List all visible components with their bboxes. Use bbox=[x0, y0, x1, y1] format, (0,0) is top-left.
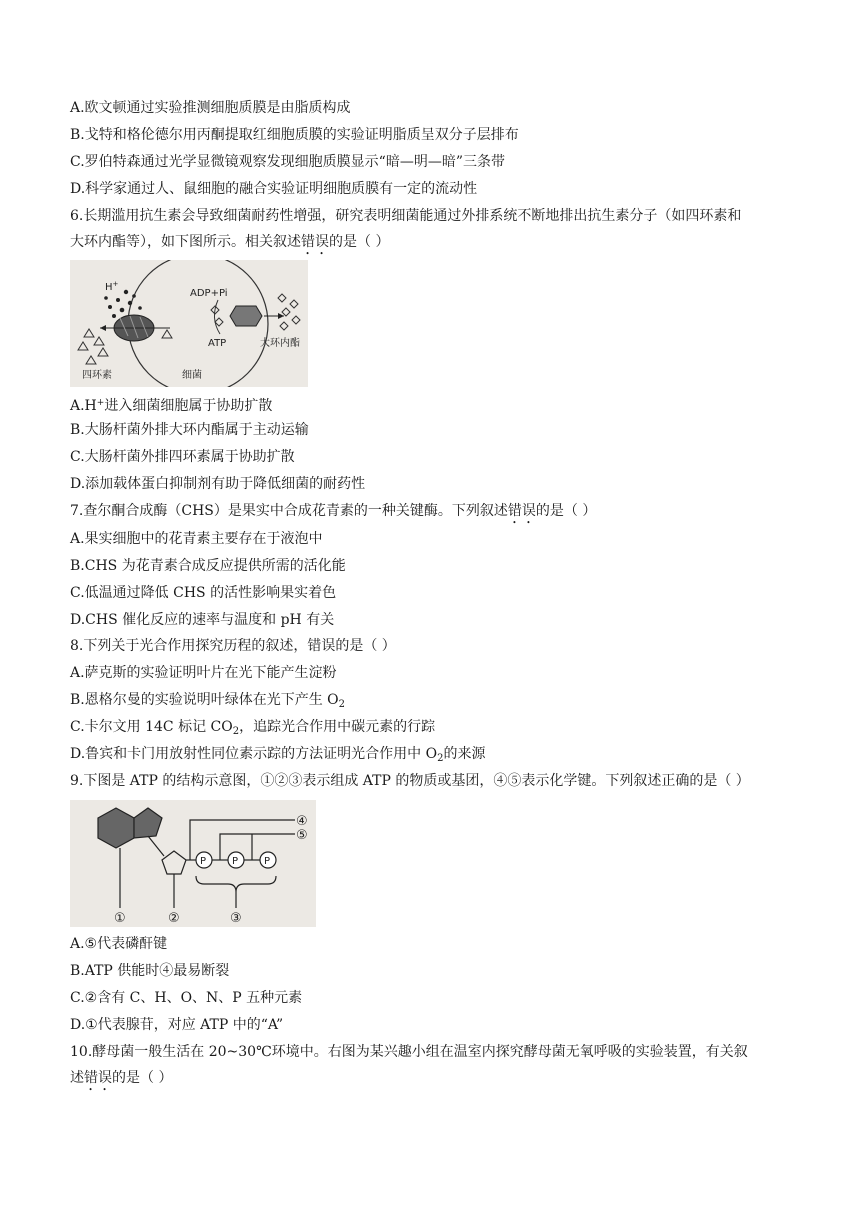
q7-option-b: B.CHS 为花青素合成反应提供所需的活化能 bbox=[70, 558, 346, 574]
q6-option-b: B.大肠杆菌外排大环内酯属于主动运输 bbox=[70, 422, 309, 438]
atp-structure-figure bbox=[70, 800, 316, 927]
macrolide-pump-protein bbox=[230, 306, 262, 326]
pump-arrow-head bbox=[100, 325, 106, 331]
base-sugar-bond bbox=[148, 836, 164, 856]
svg-text:P: P bbox=[232, 856, 239, 867]
q9-option-c: C.②含有 C、H、O、N、P 五种元素 bbox=[70, 990, 303, 1006]
q6-option-c: C.大肠杆菌外排四环素属于协助扩散 bbox=[70, 449, 295, 465]
q7-option-a: A.果实细胞中的花青素主要存在于液泡中 bbox=[70, 531, 323, 547]
bacteria-efflux-figure bbox=[70, 260, 308, 387]
q10-stem-line1: 10.酵母菌一般生活在 20~30℃环境中。右图为某兴趣小组在温室内探究酵母菌无氧呼吸的实验装置，有关叙 bbox=[70, 1044, 748, 1060]
q9-option-a: A.⑤代表磷酐键 bbox=[70, 936, 168, 952]
q6-stem-line2: 大环内酯等），如下图所示。相关叙述错误的是（ ） bbox=[70, 234, 390, 250]
q9-option-d: D.①代表腺苷，对应 ATP 中的“A” bbox=[70, 1017, 284, 1033]
q8-stem: 8.下列关于光合作用探究历程的叙述，错误的是（ ） bbox=[70, 638, 396, 654]
adenine-hexagon bbox=[98, 808, 134, 848]
atp-structure-diagram bbox=[70, 800, 316, 927]
q9-option-b: B.ATP 供能时④最易断裂 bbox=[70, 963, 230, 979]
adenine-pentagon bbox=[134, 808, 162, 838]
q8-option-b: B.恩格尔曼的实验说明叶绿体在光下产生 $O_2$ bbox=[70, 692, 346, 710]
q10-stem-line2: 述错误的是（ ） bbox=[70, 1070, 173, 1086]
q5-option-d: D.科学家通过人、鼠细胞的融合实验证明细胞质膜有一定的流动性 bbox=[70, 181, 478, 197]
bacteria-efflux-diagram bbox=[70, 260, 308, 387]
bacterium-label: 细菌 bbox=[182, 370, 202, 381]
q8-option-c: C.卡尔文用 14C 标记 $CO_2$，追踪光合作用中碳元素的行踪 bbox=[70, 719, 436, 737]
ribose-pentagon bbox=[162, 851, 186, 874]
q6-option-a: A.H+进入细菌细胞属于协助扩散 bbox=[70, 398, 273, 414]
q9-stem: 9.下图是 ATP 的结构示意图，①②③表示组成 ATP 的物质或基团，④⑤表示化学键。下列叙述正确的是（ ） bbox=[70, 773, 750, 789]
label-1: ① bbox=[114, 911, 126, 926]
emphasis-wrong: 错误 bbox=[301, 234, 329, 250]
phosphate-group-brace bbox=[196, 876, 276, 892]
q5-option-c: C.罗伯特森通过光学显微镜观察发现细胞质膜显示“暗—明—暗”三条带 bbox=[70, 154, 505, 170]
q8-option-d: D.鲁宾和卡门用放射性同位素示踪的方法证明光合作用中 $O_2$的来源 bbox=[70, 746, 486, 764]
q8-option-a: A.萨克斯的实验证明叶片在光下能产生淀粉 bbox=[70, 665, 337, 681]
emphasis-wrong: 错误 bbox=[507, 503, 536, 519]
label-2: ② bbox=[168, 911, 180, 926]
svg-text:P: P bbox=[264, 856, 271, 867]
adp-pi-label: ADP+Pi bbox=[190, 288, 228, 299]
q7-stem: 7.查尔酮合成酶（CHS）是果实中合成花青素的一种关键酶。下列叙述错误的是（ ） bbox=[70, 503, 597, 519]
label-4: ④ bbox=[296, 814, 308, 829]
q7-option-d: D.CHS 催化反应的速率与温度和 pH 有关 bbox=[70, 612, 335, 628]
tetracycline-label: 四环素 bbox=[82, 370, 112, 381]
label-3: ③ bbox=[230, 911, 242, 926]
emphasis-wrong: 错误 bbox=[84, 1070, 112, 1086]
q7-option-c: C.低温通过降低 CHS 的活性影响果实着色 bbox=[70, 585, 337, 601]
label-5: ⑤ bbox=[296, 828, 308, 843]
q6-option-d: D.添加载体蛋白抑制剂有助于降低细菌的耐药性 bbox=[70, 476, 366, 492]
q5-option-a: A.欧文顿通过实验推测细胞质膜是由脂质构成 bbox=[70, 100, 351, 116]
atp-label: ATP bbox=[208, 338, 227, 349]
q5-option-b: B.戈特和格伦德尔用丙酮提取红细胞质膜的实验证明脂质呈双分子层排布 bbox=[70, 127, 519, 143]
h-ion-label: H+ bbox=[105, 280, 119, 293]
q6-stem-line1: 6.长期滥用抗生素会导致细菌耐药性增强，研究表明细菌能通过外排系统不断地排出抗生素分子（如四环素和 bbox=[70, 208, 742, 224]
atp-hydrolysis-arc bbox=[214, 300, 220, 334]
h-ion-dots bbox=[104, 290, 142, 318]
macrolide-label: 大环内酯 bbox=[260, 338, 300, 349]
svg-text:P: P bbox=[200, 856, 207, 867]
